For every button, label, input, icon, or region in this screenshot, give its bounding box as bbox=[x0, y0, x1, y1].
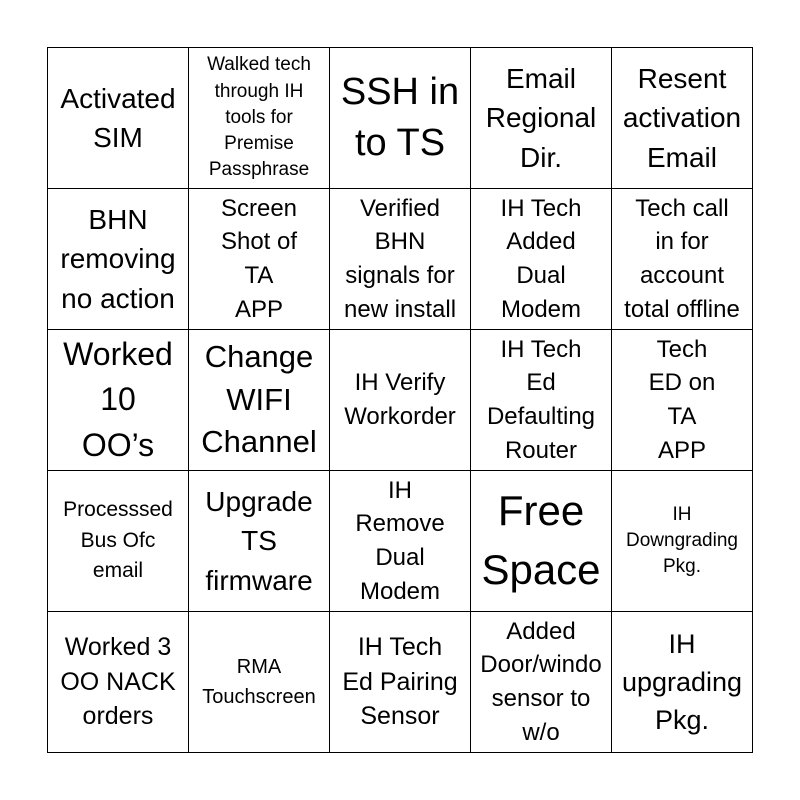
cell-label: BHN removing no action bbox=[60, 204, 176, 314]
bingo-cell-r1c1[interactable] bbox=[48, 48, 189, 189]
bingo-cell-r3c3[interactable] bbox=[330, 330, 471, 471]
cell-label: Screen Shot of TA APP bbox=[220, 194, 298, 323]
cell-label: Walked tech through IH tools for Premise Passphrase bbox=[207, 54, 311, 181]
cell-label: Verified BHN signals for new install bbox=[343, 194, 457, 323]
bingo-cell-r5c2[interactable] bbox=[189, 612, 330, 753]
bingo-cell-r5c5[interactable] bbox=[612, 612, 753, 753]
cell-label: SSH in to TS bbox=[340, 70, 460, 164]
bingo-cell-free-space[interactable] bbox=[471, 471, 612, 612]
cell-label: Email Regional Dir. bbox=[485, 63, 597, 173]
cell-label: Resent activation Email bbox=[622, 63, 742, 173]
cell-label: IH upgrading Pkg. bbox=[621, 628, 743, 736]
cell-label: IH Downgrading Pkg. bbox=[626, 503, 738, 578]
cell-label: Upgrade TS firmware bbox=[205, 486, 313, 596]
bingo-cell-r5c1[interactable] bbox=[48, 612, 189, 753]
cell-label: Worked 3 OO NACK orders bbox=[60, 633, 176, 731]
bingo-cell-r4c5[interactable] bbox=[612, 471, 753, 612]
cell-label: IH Tech Added Dual Modem bbox=[500, 194, 582, 323]
bingo-cell-r5c3[interactable] bbox=[330, 612, 471, 753]
bingo-cell-r4c3[interactable] bbox=[330, 471, 471, 612]
cell-label: IH Remove Dual Modem bbox=[355, 476, 445, 605]
cell-label: Worked 10 OO’s bbox=[63, 335, 173, 463]
cell-label: Tech ED on TA APP bbox=[648, 335, 716, 464]
bingo-cell-r3c4[interactable] bbox=[471, 330, 612, 471]
bingo-cell-r2c2[interactable] bbox=[189, 189, 330, 330]
cell-label: Tech call in for account total offline bbox=[624, 194, 740, 323]
cell-label: IH Tech Ed Defaulting Router bbox=[486, 335, 596, 464]
bingo-cell-r1c3[interactable] bbox=[330, 48, 471, 189]
bingo-cell-r3c1[interactable] bbox=[48, 330, 189, 471]
cell-label: Change WIFI Channel bbox=[201, 338, 317, 460]
bingo-cell-r1c5[interactable] bbox=[612, 48, 753, 189]
cell-label: Free Space bbox=[481, 487, 601, 593]
bingo-cell-r2c5[interactable] bbox=[612, 189, 753, 330]
bingo-cell-r3c5[interactable] bbox=[612, 330, 753, 471]
bingo-cell-r2c4[interactable] bbox=[471, 189, 612, 330]
cell-label: Added Door/windo sensor to w/o bbox=[480, 617, 602, 746]
cell-label: RMA Touchscreen bbox=[202, 656, 316, 708]
bingo-cell-r1c2[interactable] bbox=[189, 48, 330, 189]
cell-label: IH Tech Ed Pairing Sensor bbox=[342, 633, 458, 731]
bingo-board bbox=[47, 47, 753, 753]
bingo-cell-r1c4[interactable] bbox=[471, 48, 612, 189]
bingo-cell-r3c2[interactable] bbox=[189, 330, 330, 471]
bingo-cell-r5c4[interactable] bbox=[471, 612, 612, 753]
bingo-cell-r2c1[interactable] bbox=[48, 189, 189, 330]
bingo-cell-r2c3[interactable] bbox=[330, 189, 471, 330]
cell-label: IH Verify Workorder bbox=[344, 369, 456, 430]
cell-label: Activated SIM bbox=[60, 82, 176, 153]
bingo-cell-r4c2[interactable] bbox=[189, 471, 330, 612]
cell-label: Processsed Bus Ofc email bbox=[63, 498, 173, 583]
bingo-cell-r4c1[interactable] bbox=[48, 471, 189, 612]
